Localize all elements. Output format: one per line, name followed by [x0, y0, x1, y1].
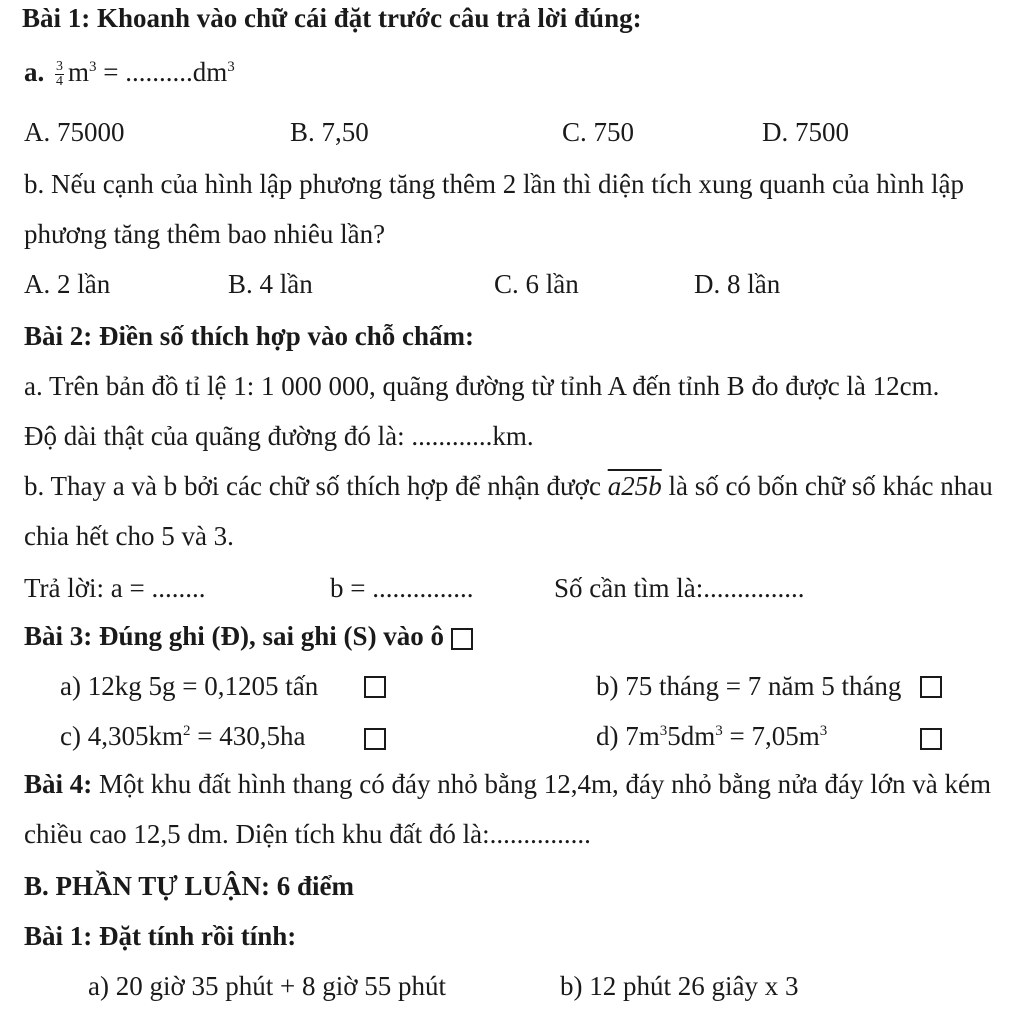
item-a-text: 12kg 5g = 0,1205 tấn [87, 671, 319, 701]
fraction-numerator: 3 [56, 59, 63, 75]
bai1-question-a [24, 56, 235, 89]
bai2-title: Bài 2: Điền số thích hợp vào chỗ chấm: [24, 321, 474, 351]
option-a-2[interactable]: A. 2 lần [24, 269, 111, 299]
overlined-number: a25b [607, 471, 662, 501]
option-d-1[interactable]: D. 7500 [762, 117, 849, 147]
item-b-text: 75 tháng = 7 năm 5 tháng [625, 671, 902, 701]
item-c-exponent: 2 [183, 723, 191, 739]
bai4-line1-rest: Một khu đất hình thang có đáy nhỏ bằng 12,4m, đáy nhỏ bằng nửa đáy lớn và kém [92, 769, 992, 799]
item-d-text-post: = 7,05m [722, 721, 820, 751]
bai4-line2[interactable]: chiều cao 12,5 dm. Diện tích khu đất đó là:............... [24, 819, 591, 849]
bai3-title [24, 620, 473, 652]
qb-suffix: là số có bốn chữ số khác nhau [668, 471, 993, 501]
bai2-question-a-line2: Độ dài thật của quãng đường đó là: ............km. [24, 421, 534, 451]
option-b-2[interactable]: B. 4 lần [228, 269, 313, 299]
answer-box-a[interactable] [364, 676, 386, 698]
unit-left-exponent: 3 [89, 59, 97, 75]
bai2-question-b-line2: chia hết cho 5 và 3. [24, 521, 234, 551]
option-c-1[interactable]: C. 750 [562, 117, 635, 147]
item-c-text: 4,305km [87, 721, 183, 751]
answer-number-blank[interactable]: Số cần tìm là:............... [554, 573, 805, 603]
part-b-bai1-title: Bài 1: Đặt tính rồi tính: [24, 921, 297, 951]
bai4-title: Bài 4: [24, 769, 93, 799]
answer-a-blank[interactable]: Trả lời: a = ........ [24, 573, 206, 603]
question-a-label: a. [24, 57, 45, 87]
item-d-mid: 5dm [667, 721, 716, 751]
option-c-2[interactable]: C. 6 lần [494, 269, 579, 299]
item-d-label: d) [596, 721, 619, 751]
fraction-denominator: 4 [56, 74, 63, 90]
bai3-item-b [596, 670, 901, 702]
item-a-label: a) [60, 671, 81, 701]
equals-blank: = .......... [103, 57, 193, 87]
answer-box-b[interactable] [920, 676, 942, 698]
item-d-exponent2: 3 [715, 723, 723, 739]
bai2-question-a-line1: a. Trên bản đồ tỉ lệ 1: 1 000 000, quãng đường từ tỉnh A đến tỉnh B đo được là 12cm. [24, 371, 940, 401]
bai3-item-c [60, 720, 305, 752]
part-b-item-b: b) 12 phút 26 giây x 3 [560, 971, 799, 1001]
option-d-2[interactable]: D. 8 lần [694, 269, 781, 299]
bai3-title-text: Bài 3: Đúng ghi (Đ), sai ghi (S) vào ô [24, 621, 445, 651]
part-b-item-a: a) 20 giờ 35 phút + 8 giờ 55 phút [88, 971, 447, 1001]
qb-prefix: b. Thay a và b bởi các chữ số thích hợp để nhận được [24, 471, 601, 501]
bai2-question-b-line1 [24, 470, 993, 502]
answer-box-c[interactable] [364, 728, 386, 750]
bai3-item-d [596, 720, 827, 752]
item-c-text-post: = 430,5ha [190, 721, 306, 751]
bai1-title: Bài 1: Khoanh vào chữ cái đặt trước câu trả lời đúng: [22, 3, 642, 33]
fraction [55, 60, 64, 89]
item-b-label: b) [596, 671, 619, 701]
item-d-exponent1: 3 [659, 723, 668, 739]
bai4-line1 [24, 768, 991, 800]
legend-checkbox [451, 628, 473, 650]
item-d-text: 7m [625, 721, 660, 751]
bai1-question-b-line2: phương tăng thêm bao nhiêu lần? [24, 219, 386, 249]
unit-left: m [68, 57, 90, 87]
option-b-1[interactable]: B. 7,50 [290, 117, 369, 147]
unit-right-exponent: 3 [227, 59, 235, 75]
bai3-item-a [60, 670, 318, 702]
part-b-heading: B. PHẦN TỰ LUẬN: 6 điểm [24, 871, 354, 901]
answer-box-d[interactable] [920, 728, 942, 750]
item-c-label: c) [60, 721, 81, 751]
answer-b-blank[interactable]: b = ............... [330, 573, 474, 603]
bai1-question-b-line1: b. Nếu cạnh của hình lập phương tăng thêm 2 lần thì diện tích xung quanh của hình lập [24, 169, 964, 199]
unit-right: dm [192, 57, 228, 87]
item-d-exponent3: 3 [819, 723, 828, 739]
option-a-1[interactable]: A. 75000 [24, 117, 125, 147]
